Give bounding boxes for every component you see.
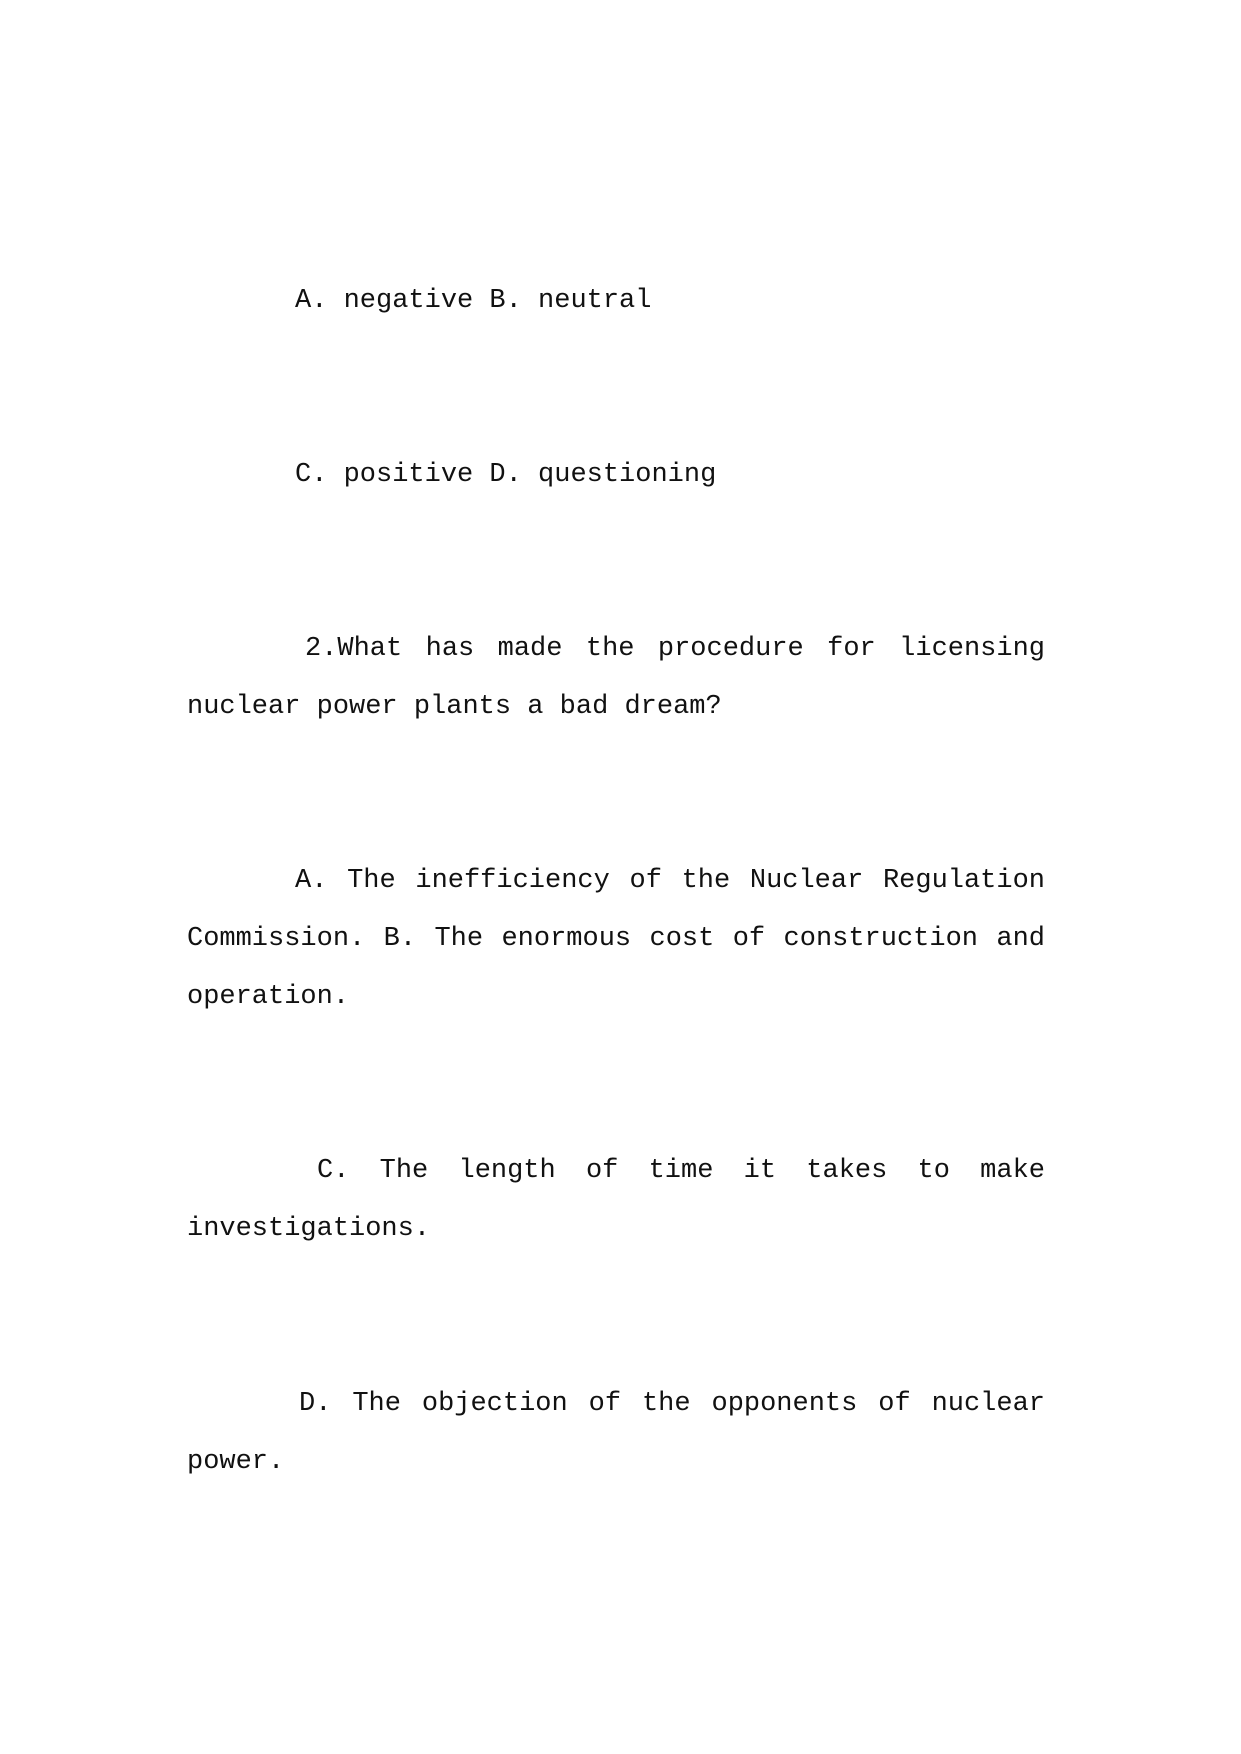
question-1-options-c-d: C. positive D. questioning [295,460,717,490]
question-2-options-a-b: A. The inefficiency of the Nuclear Regulation Commission. B. The enormous cost of construction and operation. [187,866,1045,1012]
question-2-stem: 2.What has made the procedure for licensing nuclear power plants a bad dream? [187,634,1045,722]
question-2-option-d: D. The objection of the opponents of nuclear power. [187,1389,1045,1477]
question-2-option-c: C. The length of time it takes to make investigations. [187,1156,1045,1244]
question-1-options-a-b: A. negative B. neutral [295,286,652,316]
